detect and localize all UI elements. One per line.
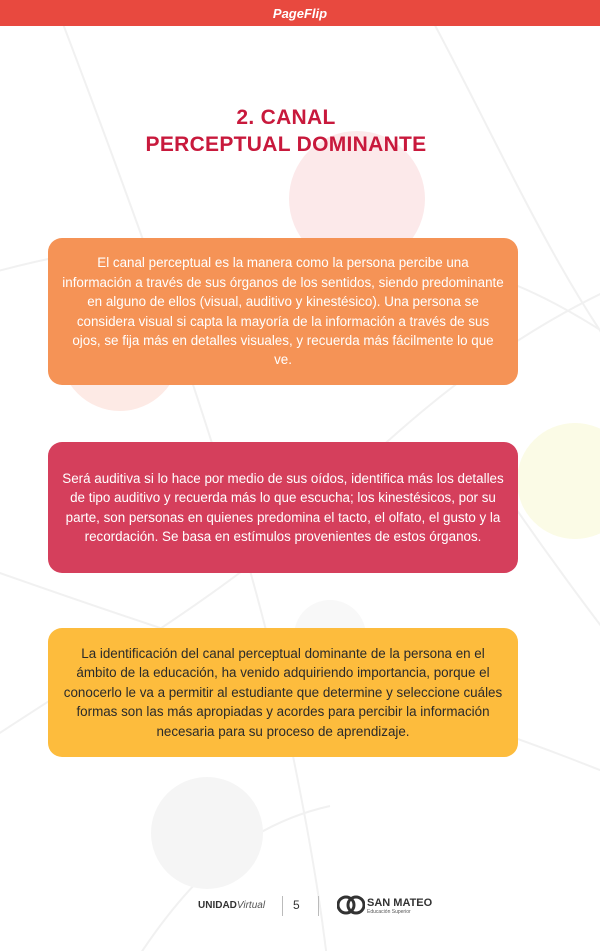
title-line-2: PERCEPTUAL DOMINANTE <box>145 133 427 156</box>
card-text: El canal perceptual es la manera como la persona percibe una información a través de sus órganos de los sentidos, siendo predominante en alguno de ellos (visual, auditivo y kinestésico). Una persona se considera visual si capta la mayoría de la información a través de sus ojos, se fija más en detalles visuales, y recuerda más fácilmente lo que ve. <box>62 255 504 368</box>
page-number: 5 <box>293 898 300 912</box>
divider <box>282 896 283 916</box>
san-mateo-name: SAN MATEO <box>367 897 433 909</box>
san-mateo-logo-icon <box>337 894 365 916</box>
divider <box>318 896 319 916</box>
info-card-visual <box>48 238 518 385</box>
app-title: PageFlip <box>272 5 328 21</box>
card-text: La identificación del canal perceptual dominante de la persona en el ámbito de la educación, ha venido adquiriendo importancia, porque el conocerlo le va a permitir al estudiante que determine y seleccione cuáles formas son las más apropiadas y acordes para percibir la información necesaria para su proceso de aprendizaje. <box>63 645 503 739</box>
card-text: Será auditiva si lo hace por medio de sus oídos, identifica más los detalles de tipo auditivo y recuerda más lo que escucha; los kinestésicos, por su parte, son personas en quienes predomina el tacto, el olfato, el gusto y la recordación. Se basa en estímulos provenientes de estos órganos. <box>62 470 504 544</box>
info-card-importancia <box>48 628 518 757</box>
page-title <box>0 104 572 158</box>
title-line-1: 2. CANAL <box>236 106 336 129</box>
top-bar <box>0 0 600 26</box>
san-mateo-subtitle: Educación Superior <box>367 909 411 915</box>
unidad-virtual-logo: UNIDADVirtual <box>198 900 266 911</box>
info-card-auditivo <box>48 442 518 573</box>
footer <box>0 890 600 922</box>
